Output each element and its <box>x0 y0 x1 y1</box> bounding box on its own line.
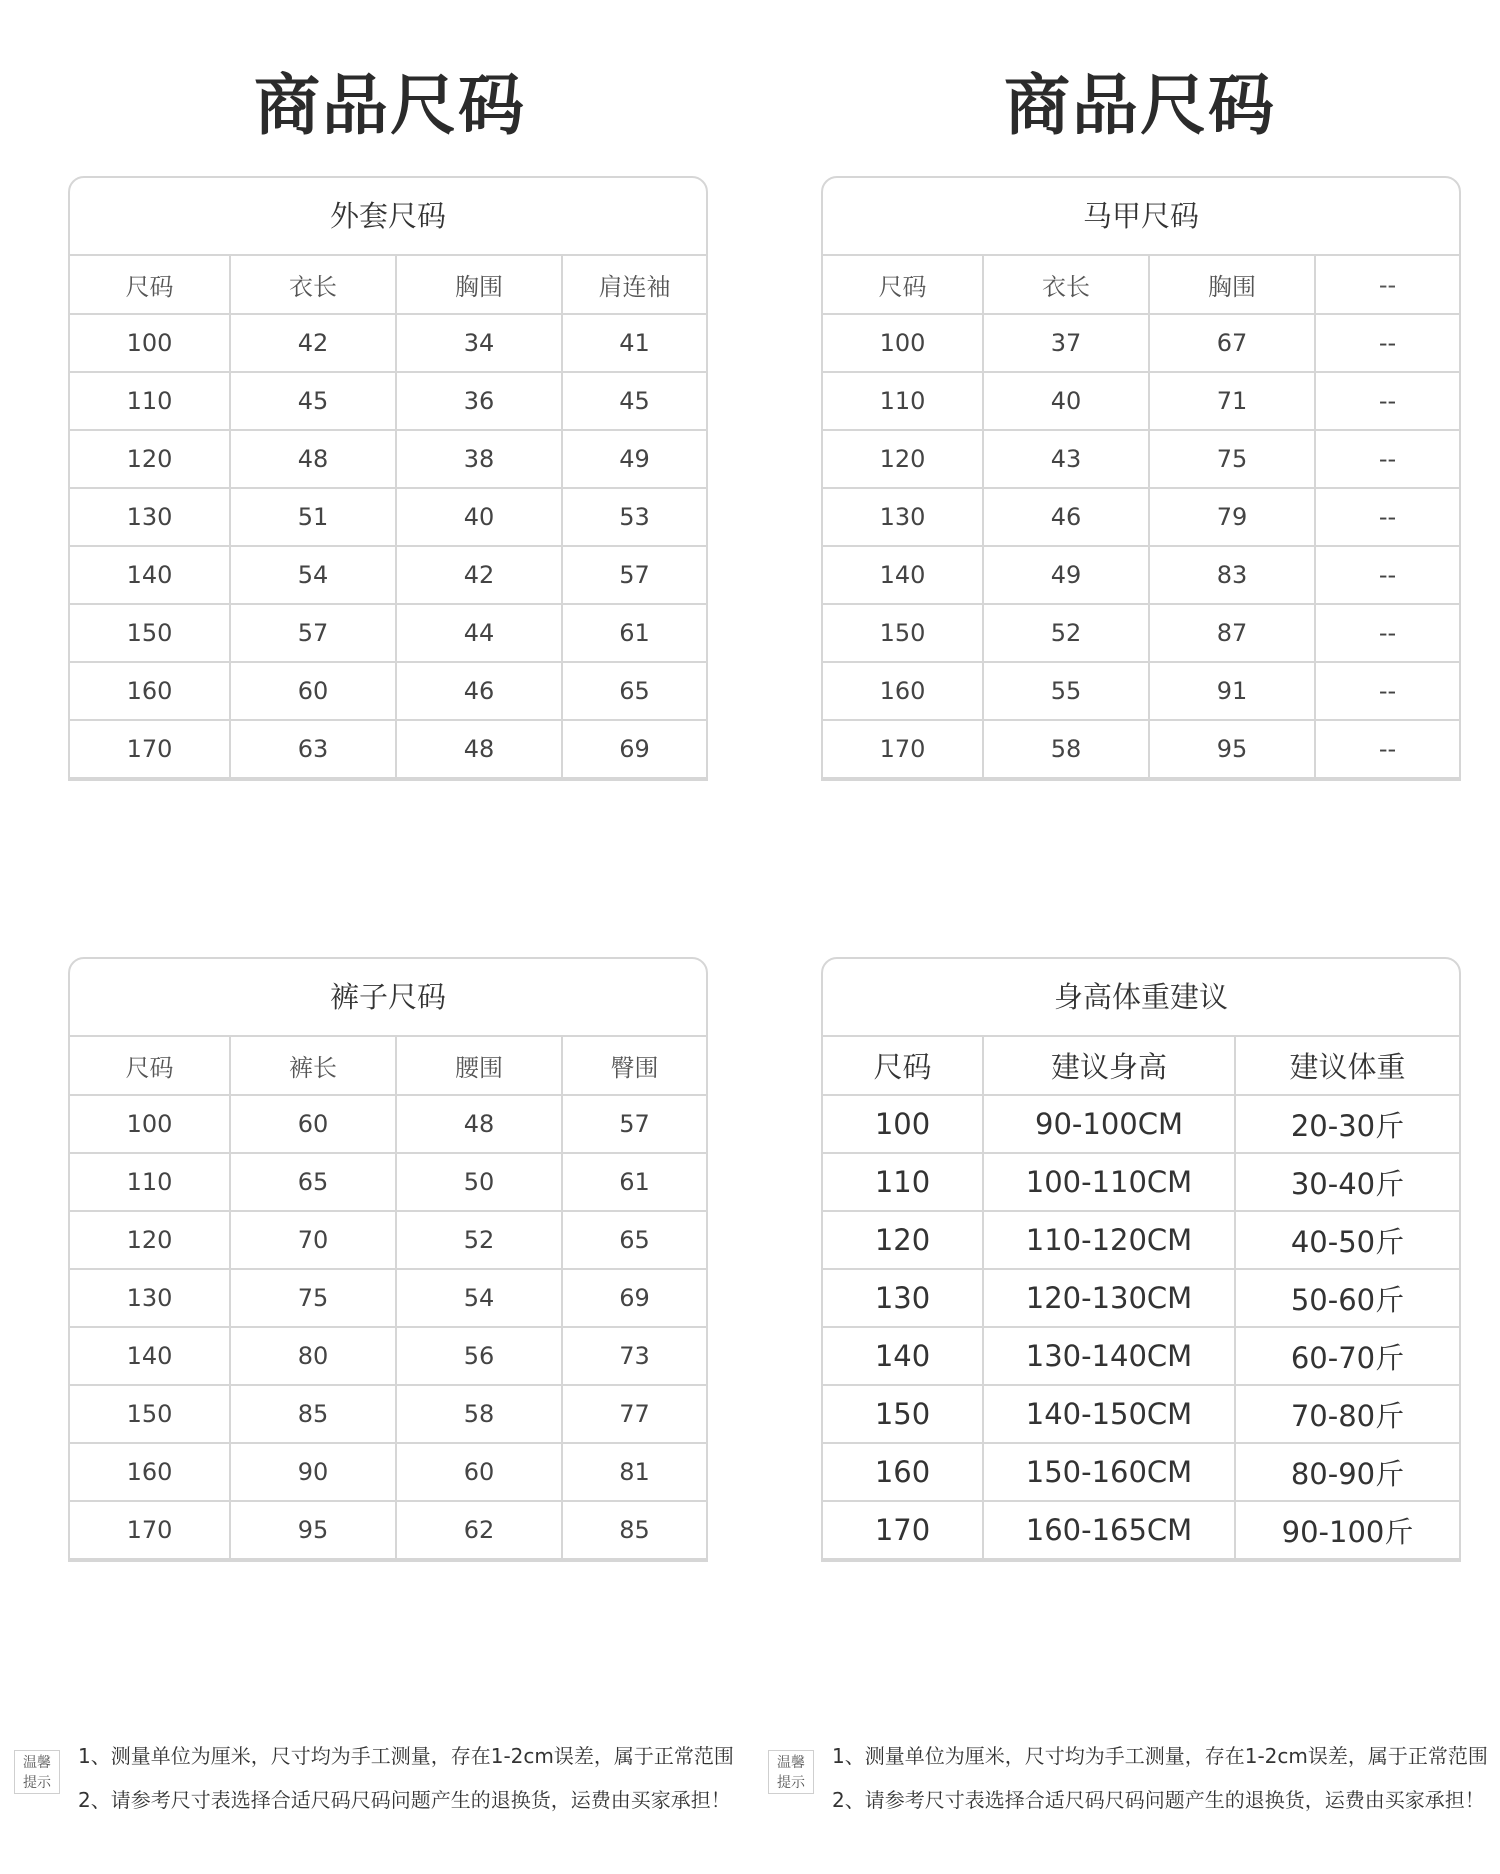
note-line-1: 1、测量单位为厘米，尺寸均为手工测量，存在1-2cm误差，属于正常范围 <box>78 1744 734 1768</box>
table-cell: 85 <box>230 1385 396 1443</box>
table-cell: 65 <box>230 1153 396 1211</box>
column-header: 衣长 <box>230 256 396 314</box>
table-cell: 63 <box>230 720 396 778</box>
coat-size-table <box>68 176 708 781</box>
table-cell: 77 <box>562 1385 706 1443</box>
table-cell: -- <box>1315 430 1459 488</box>
table-cell: 140 <box>70 1327 230 1385</box>
table-cell: 140-150CM <box>983 1385 1235 1443</box>
table-cell: 160 <box>823 1443 983 1501</box>
table-cell: -- <box>1315 488 1459 546</box>
table-cell: 70-80斤 <box>1235 1385 1459 1443</box>
table-title: 外套尺码 <box>70 178 706 256</box>
table-cell: 43 <box>983 430 1149 488</box>
table-row <box>70 1153 706 1211</box>
table-cell: 53 <box>562 488 706 546</box>
table-row <box>70 314 706 372</box>
table-cell: 160-165CM <box>983 1501 1235 1559</box>
table-row <box>70 1501 706 1559</box>
table-cell: -- <box>1315 372 1459 430</box>
table-cell: 140 <box>823 546 983 604</box>
header-row <box>823 1037 1459 1095</box>
table-cell: 83 <box>1149 546 1315 604</box>
table-cell: 150 <box>823 604 983 662</box>
table-cell: 130 <box>823 488 983 546</box>
table-row <box>70 720 706 778</box>
table-cell: 61 <box>562 1153 706 1211</box>
note-line-2: 2、请参考尺寸表选择合适尺码尺码问题产生的退换货，运费由买家承担！ <box>78 1788 731 1812</box>
column-header: 胸围 <box>1149 256 1315 314</box>
table-row <box>70 1327 706 1385</box>
table-cell: 110 <box>823 372 983 430</box>
table-row <box>823 604 1459 662</box>
table-row <box>823 1095 1459 1153</box>
table-row <box>823 430 1459 488</box>
table-cell: 42 <box>396 546 562 604</box>
table-cell: 20-30斤 <box>1235 1095 1459 1153</box>
table-cell: 56 <box>396 1327 562 1385</box>
table-cell: 170 <box>823 720 983 778</box>
table-cell: 52 <box>983 604 1149 662</box>
table-cell: 60 <box>230 662 396 720</box>
table-cell: 87 <box>1149 604 1315 662</box>
table-title: 裤子尺码 <box>70 959 706 1037</box>
table-cell: 40-50斤 <box>1235 1211 1459 1269</box>
table-cell: 100-110CM <box>983 1153 1235 1211</box>
table-cell: 120 <box>70 1211 230 1269</box>
tip-badge-line2: 提示 <box>777 1775 805 1791</box>
table-cell: 110 <box>70 1153 230 1211</box>
table-cell: 69 <box>562 720 706 778</box>
table-cell: 160 <box>70 662 230 720</box>
column-header: 尺码 <box>823 256 983 314</box>
note-line-1: 1、测量单位为厘米，尺寸均为手工测量，存在1-2cm误差，属于正常范围 <box>832 1744 1488 1768</box>
table-cell: 30-40斤 <box>1235 1153 1459 1211</box>
table-cell: 44 <box>396 604 562 662</box>
table-cell: 42 <box>230 314 396 372</box>
table-cell: 110-120CM <box>983 1211 1235 1269</box>
table-cell: 170 <box>70 720 230 778</box>
table-cell: 91 <box>1149 662 1315 720</box>
column-header: 尺码 <box>70 256 230 314</box>
column-header: 建议身高 <box>983 1037 1235 1095</box>
table-cell: 90 <box>230 1443 396 1501</box>
table-cell: 79 <box>1149 488 1315 546</box>
tip-badge-line1: 温馨 <box>23 1755 51 1771</box>
tip-badge-line1: 温馨 <box>777 1755 805 1771</box>
table-cell: 48 <box>396 1095 562 1153</box>
table-cell: 150 <box>70 604 230 662</box>
table-cell: 80 <box>230 1327 396 1385</box>
table-cell: 61 <box>562 604 706 662</box>
column-header: 肩连袖 <box>562 256 706 314</box>
table-cell: 49 <box>983 546 1149 604</box>
table-cell: 160 <box>823 662 983 720</box>
table-cell: 57 <box>230 604 396 662</box>
table-cell: 140 <box>823 1327 983 1385</box>
table-row <box>70 1269 706 1327</box>
table-cell: -- <box>1315 546 1459 604</box>
table-row <box>823 546 1459 604</box>
table-cell: 110 <box>70 372 230 430</box>
table-cell: 45 <box>230 372 396 430</box>
table-cell: 120 <box>823 430 983 488</box>
table-cell: 120 <box>823 1211 983 1269</box>
table-cell: 75 <box>1149 430 1315 488</box>
table-row <box>70 604 706 662</box>
table-cell: -- <box>1315 314 1459 372</box>
table-cell: 65 <box>562 662 706 720</box>
table-row <box>70 1385 706 1443</box>
vest-size-table <box>821 176 1461 781</box>
table-cell: 67 <box>1149 314 1315 372</box>
column-header: 胸围 <box>396 256 562 314</box>
table-row <box>823 662 1459 720</box>
table-cell: 50-60斤 <box>1235 1269 1459 1327</box>
size-grid <box>70 256 706 779</box>
table-cell: 60 <box>230 1095 396 1153</box>
table-row <box>823 720 1459 778</box>
header-row <box>70 256 706 314</box>
table-cell: 170 <box>70 1501 230 1559</box>
table-cell: 40 <box>396 488 562 546</box>
table-cell: 150 <box>70 1385 230 1443</box>
table-row <box>823 1327 1459 1385</box>
table-row <box>823 1443 1459 1501</box>
table-cell: 71 <box>1149 372 1315 430</box>
table-cell: 81 <box>562 1443 706 1501</box>
table-cell: 75 <box>230 1269 396 1327</box>
table-row <box>70 430 706 488</box>
table-cell: 38 <box>396 430 562 488</box>
header-row <box>70 1037 706 1095</box>
table-cell: 100 <box>70 1095 230 1153</box>
table-row <box>70 662 706 720</box>
table-cell: 52 <box>396 1211 562 1269</box>
table-cell: 58 <box>396 1385 562 1443</box>
column-header: 尺码 <box>70 1037 230 1095</box>
table-cell: 170 <box>823 1501 983 1559</box>
table-cell: 49 <box>562 430 706 488</box>
table-cell: 57 <box>562 1095 706 1153</box>
table-cell: 62 <box>396 1501 562 1559</box>
table-row <box>823 1153 1459 1211</box>
table-cell: 90-100斤 <box>1235 1501 1459 1559</box>
table-cell: 90-100CM <box>983 1095 1235 1153</box>
table-cell: 54 <box>396 1269 562 1327</box>
table-cell: 48 <box>396 720 562 778</box>
table-cell: 57 <box>562 546 706 604</box>
table-cell: 130 <box>70 488 230 546</box>
table-row <box>823 1385 1459 1443</box>
table-cell: 130 <box>70 1269 230 1327</box>
table-cell: -- <box>1315 604 1459 662</box>
recommend-grid <box>823 1037 1459 1560</box>
table-cell: 65 <box>562 1211 706 1269</box>
table-cell: 50 <box>396 1153 562 1211</box>
note-line-2: 2、请参考尺寸表选择合适尺码尺码问题产生的退换货，运费由买家承担！ <box>832 1788 1485 1812</box>
table-cell: 46 <box>396 662 562 720</box>
table-cell: 120 <box>70 430 230 488</box>
table-row <box>70 372 706 430</box>
table-cell: 85 <box>562 1501 706 1559</box>
page-title-left: 商品尺码 <box>254 67 526 144</box>
table-row <box>70 546 706 604</box>
table-cell: 54 <box>230 546 396 604</box>
table-row <box>823 488 1459 546</box>
table-cell: 100 <box>823 314 983 372</box>
pants-size-table <box>68 957 708 1562</box>
table-cell: 45 <box>562 372 706 430</box>
column-header: 衣长 <box>983 256 1149 314</box>
column-header: 尺码 <box>823 1037 983 1095</box>
column-header: 裤长 <box>230 1037 396 1095</box>
table-row <box>70 1211 706 1269</box>
page-title-right: 商品尺码 <box>1004 67 1276 144</box>
table-cell: 36 <box>396 372 562 430</box>
column-header: -- <box>1315 256 1459 314</box>
table-row <box>70 488 706 546</box>
table-cell: 130-140CM <box>983 1327 1235 1385</box>
table-cell: 150 <box>823 1385 983 1443</box>
size-grid <box>70 1037 706 1560</box>
table-cell: 73 <box>562 1327 706 1385</box>
table-cell: 100 <box>70 314 230 372</box>
column-header: 建议体重 <box>1235 1037 1459 1095</box>
table-cell: 70 <box>230 1211 396 1269</box>
table-cell: 41 <box>562 314 706 372</box>
column-header: 臀围 <box>562 1037 706 1095</box>
table-row <box>823 1501 1459 1559</box>
table-row <box>823 314 1459 372</box>
height-weight-table <box>821 957 1461 1562</box>
table-cell: 60-70斤 <box>1235 1327 1459 1385</box>
table-cell: 140 <box>70 546 230 604</box>
size-grid <box>823 256 1459 779</box>
tip-badge <box>768 1750 814 1794</box>
table-cell: 100 <box>823 1095 983 1153</box>
table-row <box>823 372 1459 430</box>
table-cell: 55 <box>983 662 1149 720</box>
tip-badge-line2: 提示 <box>23 1775 51 1791</box>
table-cell: 60 <box>396 1443 562 1501</box>
tip-badge <box>14 1750 60 1794</box>
table-cell: 95 <box>1149 720 1315 778</box>
table-cell: 58 <box>983 720 1149 778</box>
table-cell: 150-160CM <box>983 1443 1235 1501</box>
table-cell: 80-90斤 <box>1235 1443 1459 1501</box>
table-row <box>823 1269 1459 1327</box>
table-cell: 37 <box>983 314 1149 372</box>
table-cell: 130 <box>823 1269 983 1327</box>
table-cell: 95 <box>230 1501 396 1559</box>
table-cell: 46 <box>983 488 1149 546</box>
table-cell: -- <box>1315 662 1459 720</box>
table-row <box>70 1443 706 1501</box>
table-cell: -- <box>1315 720 1459 778</box>
table-cell: 48 <box>230 430 396 488</box>
table-cell: 160 <box>70 1443 230 1501</box>
table-cell: 51 <box>230 488 396 546</box>
table-row <box>70 1095 706 1153</box>
table-cell: 34 <box>396 314 562 372</box>
table-cell: 40 <box>983 372 1149 430</box>
column-header: 腰围 <box>396 1037 562 1095</box>
table-cell: 110 <box>823 1153 983 1211</box>
table-cell: 120-130CM <box>983 1269 1235 1327</box>
table-cell: 69 <box>562 1269 706 1327</box>
table-title: 身高体重建议 <box>823 959 1459 1037</box>
table-row <box>823 1211 1459 1269</box>
table-title: 马甲尺码 <box>823 178 1459 256</box>
header-row <box>823 256 1459 314</box>
